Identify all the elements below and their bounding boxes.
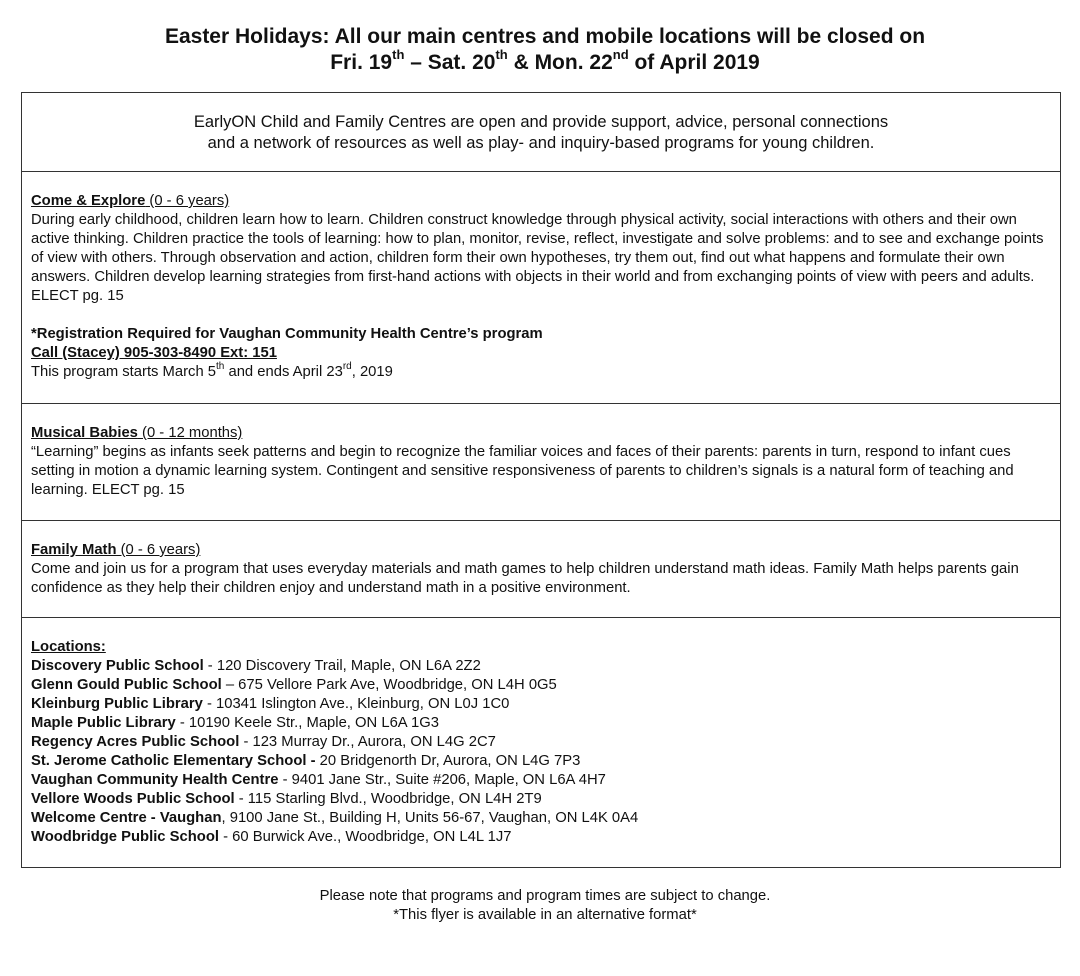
intro-line-2: and a network of resources as well as play- and inquiry-based programs for young children. [207, 134, 875, 152]
location-address: – 675 Vellore Park Ave, Woodbridge, ON L4H 0G5 [221, 677, 557, 693]
registration-note: *Registration Required for Vaughan Community Health Centre’s program [31, 326, 543, 342]
locations-section [22, 617, 1060, 867]
footer-line-2: *This flyer is available in an alternative format* [393, 907, 697, 923]
location-name: Vaughan Community Health Centre [31, 772, 279, 788]
program-dates-sup1: th [216, 361, 225, 373]
location-address: - 115 Starling Blvd., Woodbridge, ON L4H 2T9 [234, 791, 542, 807]
program-dates-end: and ends April 23 [224, 364, 343, 380]
locations-title: Locations: [31, 639, 106, 655]
family-math-description: Come and join us for a program that uses everyday materials and math games to help children understand math ideas. Family Math helps parents gain confidence as they help their children enjoy and understand math in a positive environment. [31, 561, 1019, 596]
location-item [31, 695, 1051, 714]
location-name: Maple Public Library [31, 715, 176, 731]
title-fri-sup: th [392, 47, 405, 62]
location-item [31, 676, 1051, 695]
location-name: Discovery Public School [31, 658, 204, 674]
location-name: Kleinburg Public Library [31, 696, 203, 712]
come-explore-title: Come & Explore [31, 193, 146, 209]
page-title [0, 24, 1080, 76]
title-sat-sup: th [495, 47, 508, 62]
location-item [31, 657, 1051, 676]
intro-section [22, 93, 1060, 171]
come-explore-heading [31, 192, 1051, 211]
registration-call: Call (Stacey) 905-303-8490 Ext: 151 [31, 345, 277, 361]
location-item [31, 733, 1051, 752]
location-name: Welcome Centre - Vaughan [31, 810, 222, 826]
program-dates [31, 363, 1051, 382]
musical-babies-title: Musical Babies [31, 425, 138, 441]
program-dates-year: , 2019 [351, 364, 393, 380]
program-dates-start: This program starts March 5 [31, 364, 217, 380]
musical-babies-heading [31, 424, 1051, 443]
program-dates-sup2: rd [342, 361, 352, 373]
location-address: - 10341 Islington Ave., Kleinburg, ON L0J 1C0 [202, 696, 510, 712]
location-address: - 9401 Jane Str., Suite #206, Maple, ON L6A 4H7 [278, 772, 606, 788]
musical-babies-section [22, 403, 1060, 520]
location-address: , 9100 Jane St., Building H, Units 56-67, Vaughan, ON L4K 0A4 [221, 810, 639, 826]
title-sat: – Sat. 20 [404, 51, 496, 74]
family-math-age: (0 - 6 years) [116, 542, 201, 558]
title-fri: Fri. 19 [330, 51, 393, 74]
location-address: - 60 Burwick Ave., Woodbridge, ON L4L 1J7 [218, 829, 512, 845]
family-math-heading [31, 541, 1051, 560]
footer-notes [0, 887, 1080, 925]
location-address: - 120 Discovery Trail, Maple, ON L6A 2Z2 [203, 658, 481, 674]
location-item [31, 752, 1051, 771]
title-tail: of April 2019 [628, 51, 760, 74]
location-address: 20 Bridgenorth Dr, Aurora, ON L4G 7P3 [315, 753, 581, 769]
location-item [31, 790, 1051, 809]
intro-line-1: EarlyON Child and Family Centres are open and provide support, advice, personal connections [193, 113, 889, 131]
footer-line-1: Please note that programs and program times are subject to change. [319, 888, 771, 904]
come-explore-section [22, 171, 1060, 403]
location-name: Vellore Woods Public School [31, 791, 235, 807]
program-table [21, 92, 1061, 868]
title-line-2 [0, 47, 1080, 76]
location-name: Regency Acres Public School [31, 734, 240, 750]
location-item [31, 771, 1051, 790]
location-name: Woodbridge Public School [31, 829, 219, 845]
location-name: Glenn Gould Public School [31, 677, 222, 693]
musical-babies-description: “Learning” begins as infants seek patterns and begin to recognize the familiar voices and faces of their parents: parents in turn, respond to infant cues setting in motion a dynamic learning system. Contingent and sensitive responsiveness of parents to children’s signals is a natural form of teaching and learning. ELECT pg. 15 [31, 444, 1014, 498]
location-item [31, 828, 1051, 847]
location-name: St. Jerome Catholic Elementary School - [31, 753, 316, 769]
title-mon-sup: nd [612, 47, 629, 62]
come-explore-age: (0 - 6 years) [145, 193, 230, 209]
family-math-section [22, 520, 1060, 617]
musical-babies-age: (0 - 12 months) [137, 425, 243, 441]
family-math-title: Family Math [31, 542, 117, 558]
location-item [31, 714, 1051, 733]
title-line-1: Easter Holidays: All our main centres and mobile locations will be closed on [164, 25, 926, 48]
location-address: - 123 Murray Dr., Aurora, ON L4G 2C7 [239, 734, 496, 750]
come-explore-description: During early childhood, children learn how to learn. Children construct knowledge through physical activity, social interactions with others and their own active thinking. Children practice the tools of learning: how to plan, monitor, revise, reflect, investigate and solve problems: and to see and exchange points of view with others. Through observation and action, children form their own hypotheses, try them out, find out what happens and formulate their own answers. Children develop learning strategies from first-hand actions with objects in their world and from exchanging points of view with peers and adults. ELECT pg. 15 [31, 212, 1044, 304]
location-address: - 10190 Keele Str., Maple, ON L6A 1G3 [175, 715, 439, 731]
location-item [31, 809, 1051, 828]
title-mon: & Mon. 22 [507, 51, 613, 74]
